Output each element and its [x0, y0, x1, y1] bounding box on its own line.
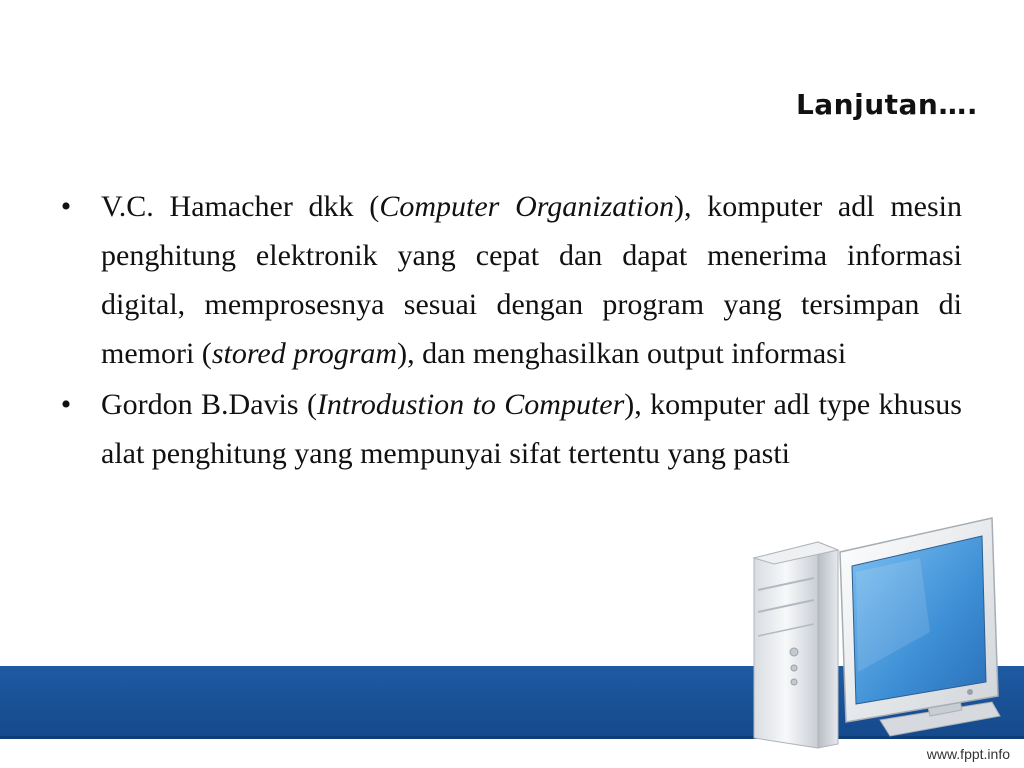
bullet-item — [56, 380, 962, 478]
bullet-text-italic: Introdustion to Computer — [316, 388, 625, 421]
bullet-text-plain: ), komputer adl type khusus alat penghitung yang mempunyai sifat tertentu yang pasti — [101, 388, 962, 470]
bullet-text-plain: ), dan menghasilkan output informasi — [397, 337, 847, 370]
bullet-marker: • — [60, 190, 72, 223]
bullet-list — [56, 182, 962, 480]
bullet-item — [56, 182, 962, 378]
bullet-text-plain: ), komputer adl mesin penghitung elektronik yang cepat dan dapat menerima informasi digital, memprosesnya sesuai dengan program yang tersimpan di memori ( — [101, 190, 962, 370]
slide-title: Lanjutan…. — [795, 88, 978, 121]
bullet-marker: • — [60, 388, 72, 421]
footer-url: www.fppt.info — [926, 746, 1010, 762]
bullet-text-italic: stored program — [211, 337, 398, 370]
bullet-text-plain: V.C. Hamacher dkk ( — [101, 190, 380, 223]
bullet-text-italic: Computer Organization — [379, 190, 674, 223]
bullet-text-plain: Gordon B.Davis ( — [101, 388, 317, 421]
desktop-computer-icon — [730, 512, 1020, 752]
